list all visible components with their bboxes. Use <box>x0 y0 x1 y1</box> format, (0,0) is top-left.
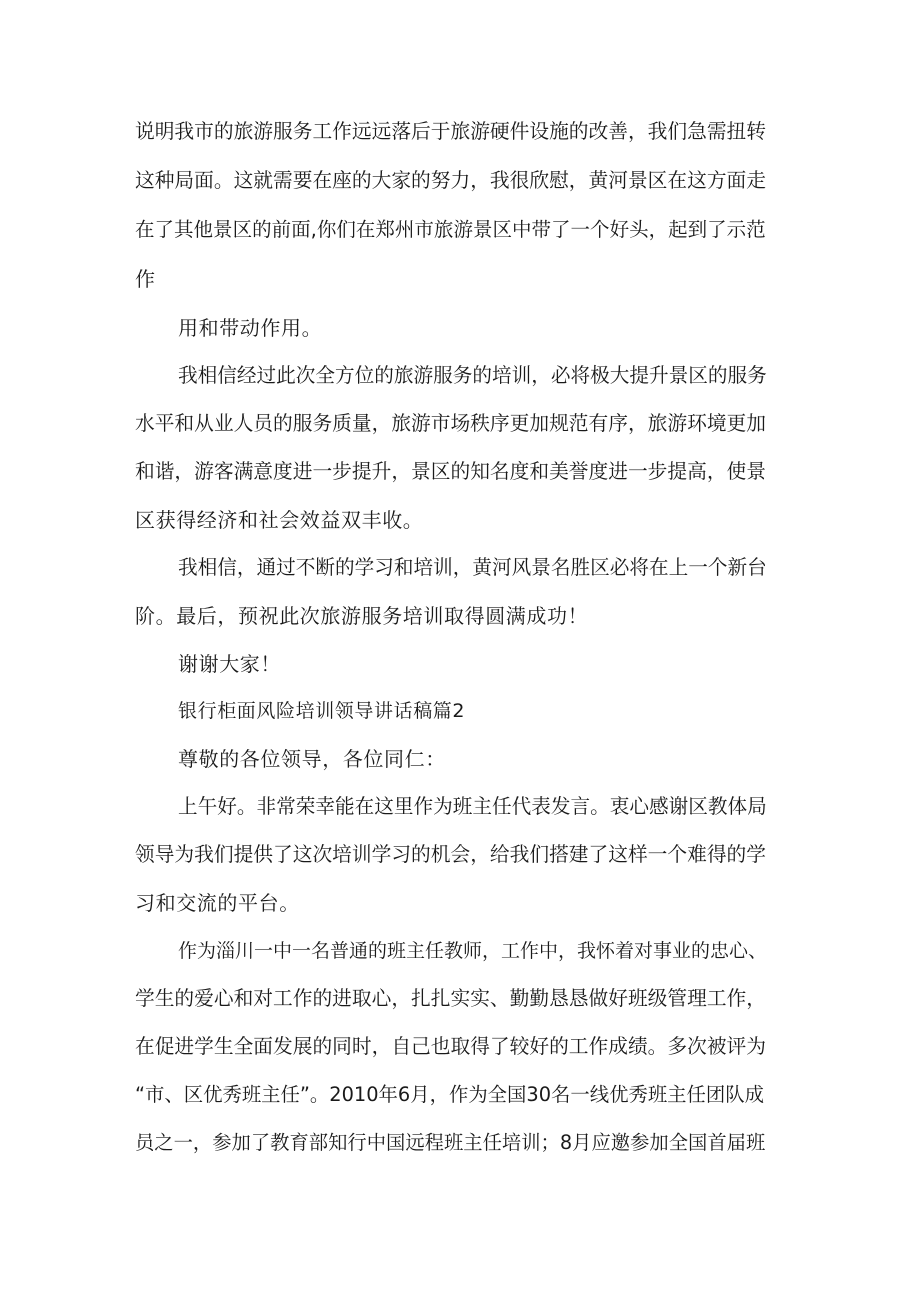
text-line: 员之一，参加了教育部知行中国远程班主任培训；8月应邀参加全国首届班 <box>135 1131 766 1154</box>
text-line: 学生的爱心和对工作的进取心，扎扎实实、勤勤恳恳做好班级管理工作， <box>135 987 766 1010</box>
section-heading: 银行柜面风险培训领导讲话稿篇2 <box>178 700 466 722</box>
text-line: 作 <box>135 267 156 291</box>
text-line: 这种局面。这就需要在座的大家的努力，我很欣慰，黄河景区在这方面走 <box>135 169 766 192</box>
text-line: 领导为我们提供了这次培训学习的机会，给我们搭建了这样一个难得的学 <box>135 843 766 866</box>
paragraph-start: 谢谢大家！ <box>178 652 281 676</box>
text-line: 说明我市的旅游服务工作远远落后于旅游硬件设施的改善，我们急需扭转 <box>135 120 766 143</box>
paragraph-start: 作为淄川一中一名普通的班主任教师，工作中，我怀着对事业的忠心、 <box>178 940 768 962</box>
text-line: 阶。最后，预祝此次旅游服务培训取得圆满成功！ <box>135 604 589 628</box>
paragraph-start: 我相信，通过不断的学习和培训，黄河风景名胜区必将在上一个新台 <box>178 556 767 579</box>
text-line: 区获得经济和社会效益双丰收。 <box>135 508 424 532</box>
text-line: 在了其他景区的前面,你们在郑州市旅游景区中带了一个好头，起到了示范 <box>135 218 766 241</box>
text-line: 用和带动作用。 <box>178 316 323 340</box>
text-line: 在促进学生全面发展的同时，自己也取得了较好的工作成绩。多次被评为 <box>135 1035 766 1058</box>
text-line: “市、区优秀班主任”。2010年6月，作为全国30名一线优秀班主任团队成 <box>135 1083 764 1106</box>
paragraph-start: 我相信经过此次全方位的旅游服务的培训，必将极大提升景区的服务 <box>178 364 767 387</box>
text-line: 习和交流的平台。 <box>135 891 300 915</box>
text-line: 水平和从业人员的服务质量，旅游市场秩序更加规范有序，旅游环境更加 <box>135 412 766 435</box>
paragraph-start: 上午好。非常荣幸能在这里作为班主任代表发言。衷心感谢区教体局 <box>178 795 767 818</box>
salutation: 尊敬的各位领导，各位同仁： <box>178 747 446 771</box>
text-line: 和谐，游客满意度进一步提升，景区的知名度和美誉度进一步提高，使景 <box>135 460 766 483</box>
